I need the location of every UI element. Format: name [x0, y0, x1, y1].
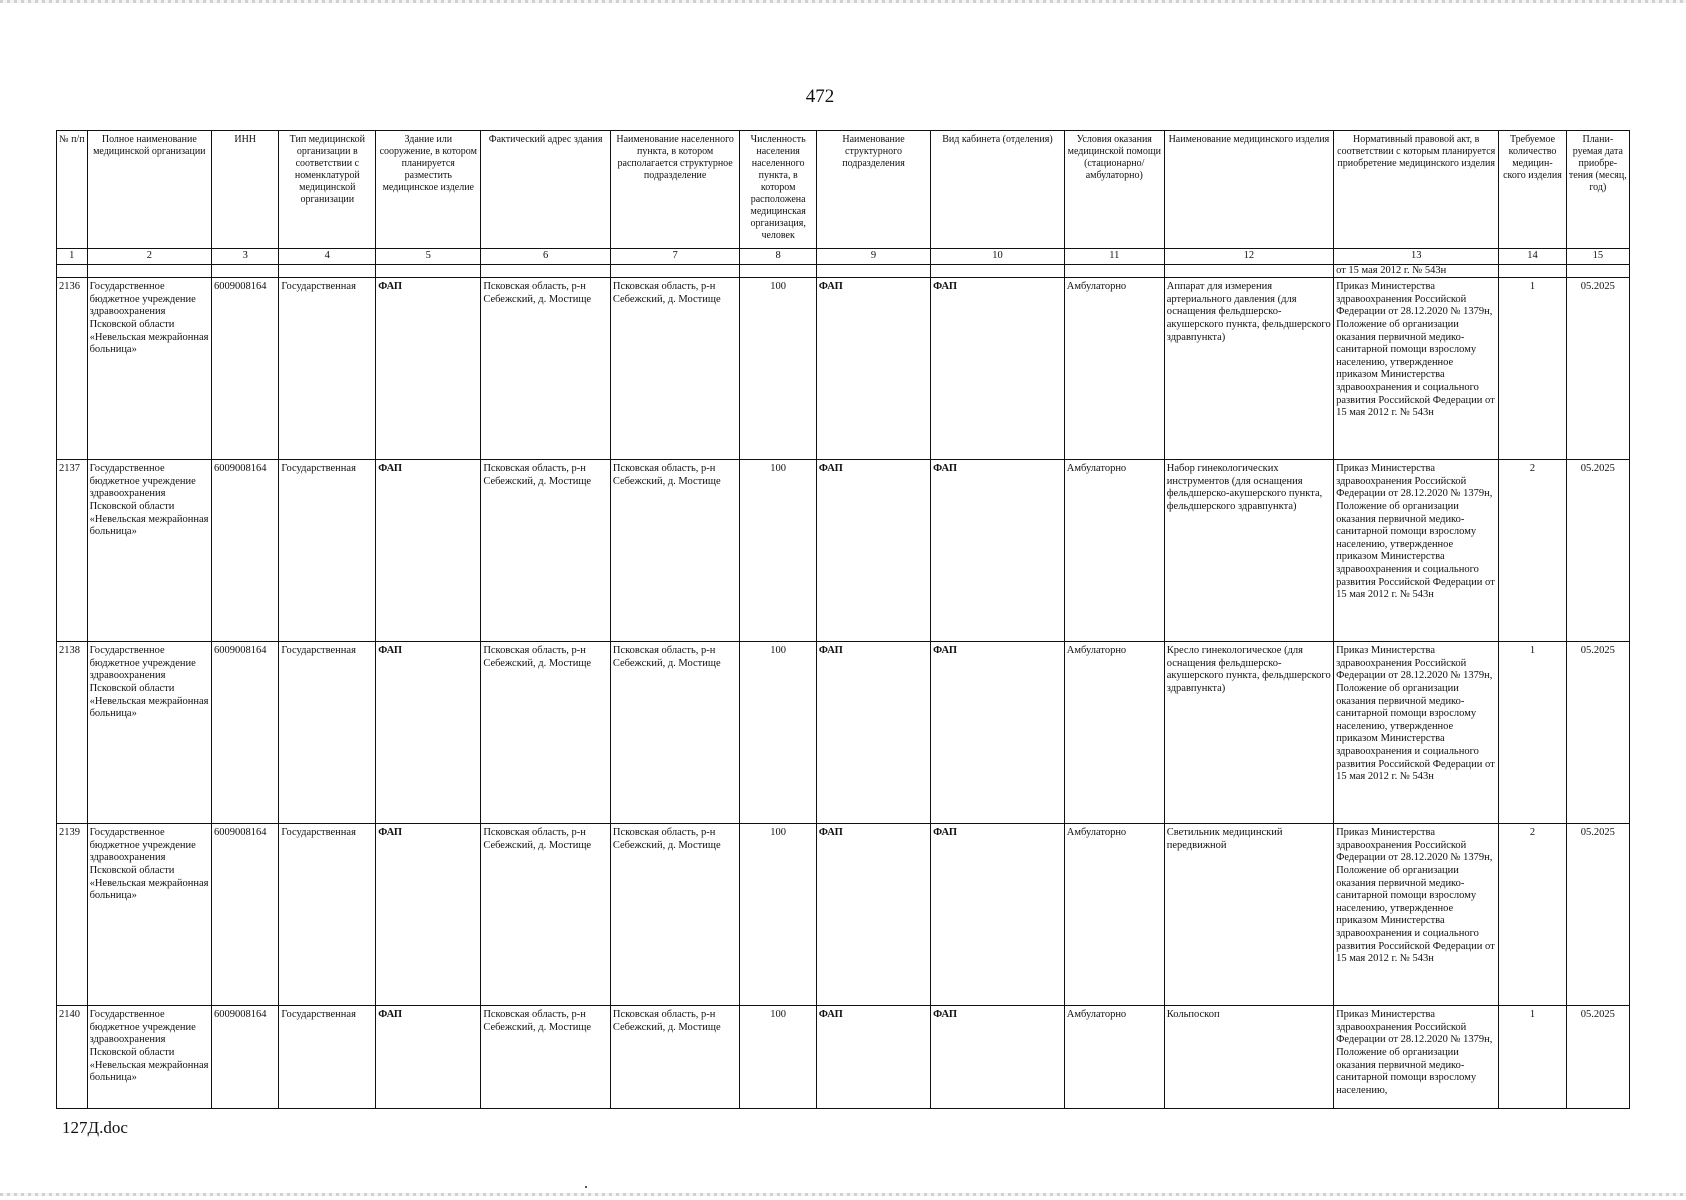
- inn-cell: 6009008164: [212, 460, 279, 642]
- legal-act-cell: Приказ Министерства здравоохранения Российской Федерации от 28.12.2020 № 1379н, Положение об организации оказания первичной медико-санитарной помощи взрослому населению,: [1334, 1006, 1499, 1109]
- header-cell: Нормативный правовой акт, в соответствии с которым планируется приобретение медицинского изделия: [1334, 131, 1499, 249]
- continuation-text: от 15 мая 2012 г. № 543н: [1334, 264, 1499, 278]
- legal-act-cell: Приказ Министерства здравоохранения Российской Федерации от 28.12.2020 № 1379н, Положение об организации оказания первичной медико-санитарной помощи взрослому населению, утвержденное приказом Министерства здравоохранения и социального развития Российской Федерации от 15 мая 2012 г. № 543н: [1334, 824, 1499, 1006]
- org-type-cell: Государственная: [279, 460, 376, 642]
- care-conditions-cell: Амбулаторно: [1064, 1006, 1164, 1109]
- org-name-cell: Государственное бюджетное учреждение здравоохранения Псковской области «Невельская межрайонная больница»: [87, 642, 211, 824]
- inn-cell: 6009008164: [212, 278, 279, 460]
- header-row: [57, 131, 1630, 249]
- population-cell: 100: [740, 1006, 817, 1109]
- empty-cell: [212, 264, 279, 278]
- header-cell: Наименование медицинского изделия: [1164, 131, 1333, 249]
- column-number-row: [57, 249, 1630, 265]
- column-number: 2: [87, 249, 211, 265]
- row-number-cell: 2137: [57, 460, 88, 642]
- table-row: [57, 824, 1630, 1006]
- address-cell: Псковская область, р-н Себежский, д. Мостище: [481, 1006, 611, 1109]
- header-cell: Тип медицинской организации в соответствии с номенклатурой медицинской организации: [279, 131, 376, 249]
- device-name-cell: Кресло гинекологическое (для оснащения фельдшерско-акушерского пункта, фельдшерского здравпункта): [1164, 642, 1333, 824]
- equipment-table: [56, 130, 1630, 1109]
- device-name-cell: Кольпоскоп: [1164, 1006, 1333, 1109]
- org-type-cell: Государственная: [279, 1006, 376, 1109]
- planned-date-cell: 05.2025: [1566, 278, 1629, 460]
- header-cell: Наименование структурного подразделения: [816, 131, 930, 249]
- empty-cell: [931, 264, 1065, 278]
- header-cell: Фактический адрес здания: [481, 131, 611, 249]
- address-cell: Псковская область, р-н Себежский, д. Мостище: [481, 824, 611, 1006]
- building-cell: ФАП: [376, 278, 481, 460]
- care-conditions-cell: Амбулаторно: [1064, 278, 1164, 460]
- column-number: 13: [1334, 249, 1499, 265]
- cabinet-type-cell: ФАП: [931, 460, 1065, 642]
- settlement-cell: Псковская область, р-н Себежский, д. Мостище: [610, 1006, 740, 1109]
- planned-date-cell: 05.2025: [1566, 1006, 1629, 1109]
- column-number: 7: [610, 249, 740, 265]
- empty-cell: [816, 264, 930, 278]
- table-row: [57, 1006, 1630, 1109]
- empty-cell: [279, 264, 376, 278]
- care-conditions-cell: Амбулаторно: [1064, 824, 1164, 1006]
- address-cell: Псковская область, р-н Себежский, д. Мостище: [481, 278, 611, 460]
- org-name-cell: Государственное бюджетное учреждение здравоохранения Псковской области «Невельская межрайонная больница»: [87, 1006, 211, 1109]
- column-number: 15: [1566, 249, 1629, 265]
- structural-unit-cell: ФАП: [816, 824, 930, 1006]
- continuation-row: [57, 264, 1630, 278]
- org-name-cell: Государственное бюджетное учреждение здравоохранения Псковской области «Невельская межрайонная больница»: [87, 824, 211, 1006]
- header-cell: ИНН: [212, 131, 279, 249]
- structural-unit-cell: ФАП: [816, 1006, 930, 1109]
- header-cell: Здание или сооружение, в котором планируется разместить медицинское изделие: [376, 131, 481, 249]
- empty-cell: [1499, 264, 1566, 278]
- cabinet-type-cell: ФАП: [931, 278, 1065, 460]
- scan-edge-top: [0, 0, 1686, 3]
- structural-unit-cell: ФАП: [816, 642, 930, 824]
- header-cell: Требуемое количество медицин-ского изделия: [1499, 131, 1566, 249]
- address-cell: Псковская область, р-н Себежский, д. Мостище: [481, 642, 611, 824]
- population-cell: 100: [740, 278, 817, 460]
- row-number-cell: 2139: [57, 824, 88, 1006]
- column-number: 4: [279, 249, 376, 265]
- header-cell: Плани-руемая дата приобре-тения (месяц, год): [1566, 131, 1629, 249]
- column-number: 12: [1164, 249, 1333, 265]
- population-cell: 100: [740, 642, 817, 824]
- quantity-cell: 1: [1499, 278, 1566, 460]
- table-row: [57, 642, 1630, 824]
- column-number: 6: [481, 249, 611, 265]
- header-cell: Условия оказания медицинской помощи (стационарно/ амбулаторно): [1064, 131, 1164, 249]
- empty-cell: [1566, 264, 1629, 278]
- row-number-cell: 2138: [57, 642, 88, 824]
- org-name-cell: Государственное бюджетное учреждение здравоохранения Псковской области «Невельская межрайонная больница»: [87, 460, 211, 642]
- header-cell: Вид кабинета (отделения): [931, 131, 1065, 249]
- device-name-cell: Аппарат для измерения артериального давления (для оснащения фельдшерско-акушерского пункта, фельдшерского здравпункта): [1164, 278, 1333, 460]
- empty-cell: [740, 264, 817, 278]
- row-number-cell: 2136: [57, 278, 88, 460]
- device-name-cell: Светильник медицинский передвижной: [1164, 824, 1333, 1006]
- empty-cell: [87, 264, 211, 278]
- inn-cell: 6009008164: [212, 824, 279, 1006]
- structural-unit-cell: ФАП: [816, 460, 930, 642]
- settlement-cell: Псковская область, р-н Себежский, д. Мостище: [610, 460, 740, 642]
- building-cell: ФАП: [376, 1006, 481, 1109]
- column-number: 8: [740, 249, 817, 265]
- settlement-cell: Псковская область, р-н Себежский, д. Мостище: [610, 824, 740, 1006]
- org-type-cell: Государственная: [279, 278, 376, 460]
- structural-unit-cell: ФАП: [816, 278, 930, 460]
- empty-cell: [376, 264, 481, 278]
- care-conditions-cell: Амбулаторно: [1064, 642, 1164, 824]
- legal-act-cell: Приказ Министерства здравоохранения Российской Федерации от 28.12.2020 № 1379н, Положение об организации оказания первичной медико-санитарной помощи взрослому населению, утвержденное приказом Министерства здравоохранения и социального развития Российской Федерации от 15 мая 2012 г. № 543н: [1334, 278, 1499, 460]
- column-number: 5: [376, 249, 481, 265]
- header-cell: Полное наименование медицинской организации: [87, 131, 211, 249]
- device-name-cell: Набор гинекологических инструментов (для оснащения фельдшерско-акушерского пункта, фельдшерского здравпункта): [1164, 460, 1333, 642]
- quantity-cell: 1: [1499, 1006, 1566, 1109]
- address-cell: Псковская область, р-н Себежский, д. Мостище: [481, 460, 611, 642]
- inn-cell: 6009008164: [212, 642, 279, 824]
- org-name-cell: Государственное бюджетное учреждение здравоохранения Псковской области «Невельская межрайонная больница»: [87, 278, 211, 460]
- header-cell: Численность населения населенного пункта, в котором расположена медицинская организация, человек: [740, 131, 817, 249]
- column-number: 10: [931, 249, 1065, 265]
- column-number: 14: [1499, 249, 1566, 265]
- population-cell: 100: [740, 824, 817, 1006]
- empty-cell: [1064, 264, 1164, 278]
- legal-act-cell: Приказ Министерства здравоохранения Российской Федерации от 28.12.2020 № 1379н, Положение об организации оказания первичной медико-санитарной помощи взрослому населению, утвержденное приказом Министерства здравоохранения и социального развития Российской Федерации от 15 мая 2012 г. № 543н: [1334, 642, 1499, 824]
- scan-speck: [585, 1186, 587, 1188]
- settlement-cell: Псковская область, р-н Себежский, д. Мостище: [610, 278, 740, 460]
- legal-act-cell: Приказ Министерства здравоохранения Российской Федерации от 28.12.2020 № 1379н, Положение об организации оказания первичной медико-санитарной помощи взрослому населению, утвержденное приказом Министерства здравоохранения и социального развития Российской Федерации от 15 мая 2012 г. № 543н: [1334, 460, 1499, 642]
- header-cell: Наименование населенного пункта, в котором располагается структурное подразделение: [610, 131, 740, 249]
- settlement-cell: Псковская область, р-н Себежский, д. Мостище: [610, 642, 740, 824]
- care-conditions-cell: Амбулаторно: [1064, 460, 1164, 642]
- cabinet-type-cell: ФАП: [931, 824, 1065, 1006]
- header-cell: № п/п: [57, 131, 88, 249]
- row-number-cell: 2140: [57, 1006, 88, 1109]
- inn-cell: 6009008164: [212, 1006, 279, 1109]
- quantity-cell: 2: [1499, 460, 1566, 642]
- table-row: [57, 278, 1630, 460]
- building-cell: ФАП: [376, 460, 481, 642]
- population-cell: 100: [740, 460, 817, 642]
- document-filename: 127Д.doc: [62, 1118, 128, 1137]
- column-number: 3: [212, 249, 279, 265]
- building-cell: ФАП: [376, 824, 481, 1006]
- column-number: 1: [57, 249, 88, 265]
- column-number: 9: [816, 249, 930, 265]
- quantity-cell: 1: [1499, 642, 1566, 824]
- planned-date-cell: 05.2025: [1566, 642, 1629, 824]
- table-row: [57, 460, 1630, 642]
- building-cell: ФАП: [376, 642, 481, 824]
- empty-cell: [481, 264, 611, 278]
- empty-cell: [610, 264, 740, 278]
- quantity-cell: 2: [1499, 824, 1566, 1006]
- empty-cell: [1164, 264, 1333, 278]
- org-type-cell: Государственная: [279, 642, 376, 824]
- cabinet-type-cell: ФАП: [931, 642, 1065, 824]
- planned-date-cell: 05.2025: [1566, 824, 1629, 1006]
- column-number: 11: [1064, 249, 1164, 265]
- scan-edge-bottom: [0, 1193, 1686, 1196]
- page-number: 472: [805, 86, 835, 107]
- cabinet-type-cell: ФАП: [931, 1006, 1065, 1109]
- org-type-cell: Государственная: [279, 824, 376, 1006]
- planned-date-cell: 05.2025: [1566, 460, 1629, 642]
- empty-cell: [57, 264, 88, 278]
